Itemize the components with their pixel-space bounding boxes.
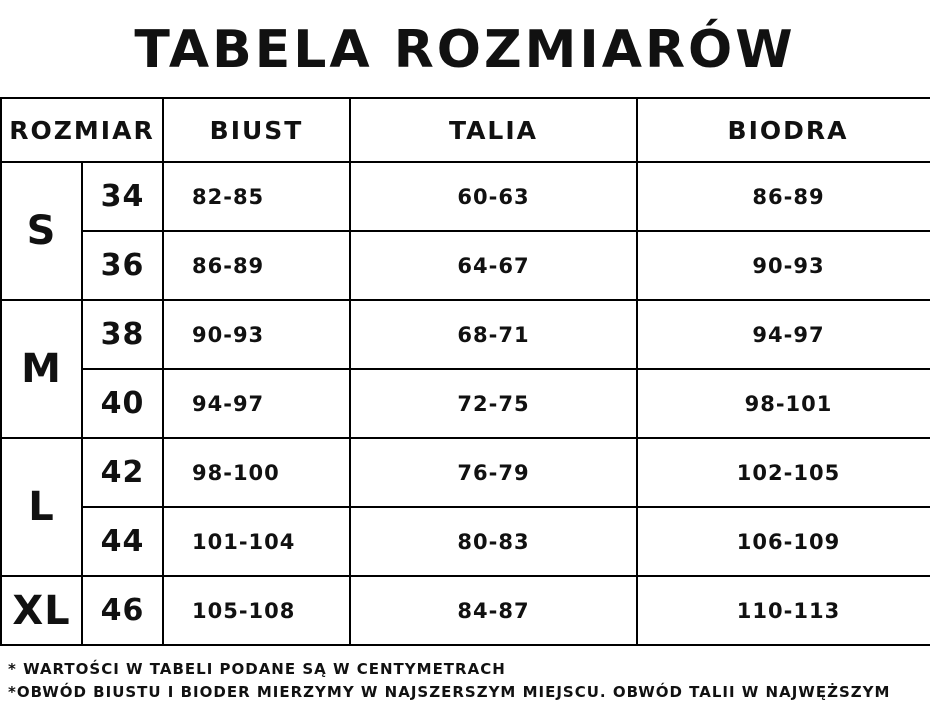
value-biust: 82-85	[163, 162, 350, 231]
size-number: 36	[82, 231, 163, 300]
footnotes	[0, 658, 930, 703]
value-biust: 98-100	[163, 438, 350, 507]
column-header-rozmiar: ROZMIAR	[1, 98, 163, 162]
footnote-measuring: *OBWÓD BIUSTU I BIODER MIERZYMY W NAJSZERSZYM MIEJSCU. OBWÓD TALII W NAJWĘŻSZYM	[8, 682, 891, 701]
column-header-talia: TALIA	[350, 98, 637, 162]
size-number: 38	[82, 300, 163, 369]
table-header-row	[1, 98, 930, 162]
size-group-letter: M	[1, 300, 82, 438]
table-row	[1, 231, 930, 300]
value-biodra: 86-89	[637, 162, 930, 231]
value-biust: 105-108	[163, 576, 350, 645]
value-biodra: 106-109	[637, 507, 930, 576]
value-biust: 94-97	[163, 369, 350, 438]
value-talia: 64-67	[350, 231, 637, 300]
size-group-letter: XL	[1, 576, 82, 645]
value-talia: 60-63	[350, 162, 637, 231]
value-biodra: 110-113	[637, 576, 930, 645]
value-biust: 86-89	[163, 231, 350, 300]
value-biust: 90-93	[163, 300, 350, 369]
table-row	[1, 438, 930, 507]
value-talia: 80-83	[350, 507, 637, 576]
value-talia: 76-79	[350, 438, 637, 507]
column-header-biodra: BIODRA	[637, 98, 930, 162]
table-row	[1, 576, 930, 645]
page-title: TABELA ROZMIARÓW	[134, 20, 796, 80]
value-talia: 68-71	[350, 300, 637, 369]
value-talia: 84-87	[350, 576, 637, 645]
size-number: 34	[82, 162, 163, 231]
size-chart-page	[0, 22, 930, 720]
value-biust: 101-104	[163, 507, 350, 576]
size-number: 44	[82, 507, 163, 576]
value-talia: 72-75	[350, 369, 637, 438]
table-row	[1, 162, 930, 231]
size-number: 46	[82, 576, 163, 645]
table-header	[1, 98, 930, 162]
value-biodra: 90-93	[637, 231, 930, 300]
size-group-letter: L	[1, 438, 82, 576]
size-table	[0, 97, 930, 646]
size-group-letter: S	[1, 162, 82, 300]
table-body	[1, 162, 930, 645]
column-header-biust: BIUST	[163, 98, 350, 162]
value-biodra: 102-105	[637, 438, 930, 507]
value-biodra: 98-101	[637, 369, 930, 438]
size-number: 42	[82, 438, 163, 507]
size-number: 40	[82, 369, 163, 438]
table-row	[1, 300, 930, 369]
table-row	[1, 369, 930, 438]
footnote-units: * WARTOŚCI W TABELI PODANE SĄ W CENTYMETRACH	[8, 660, 506, 679]
value-biodra: 94-97	[637, 300, 930, 369]
table-row	[1, 507, 930, 576]
